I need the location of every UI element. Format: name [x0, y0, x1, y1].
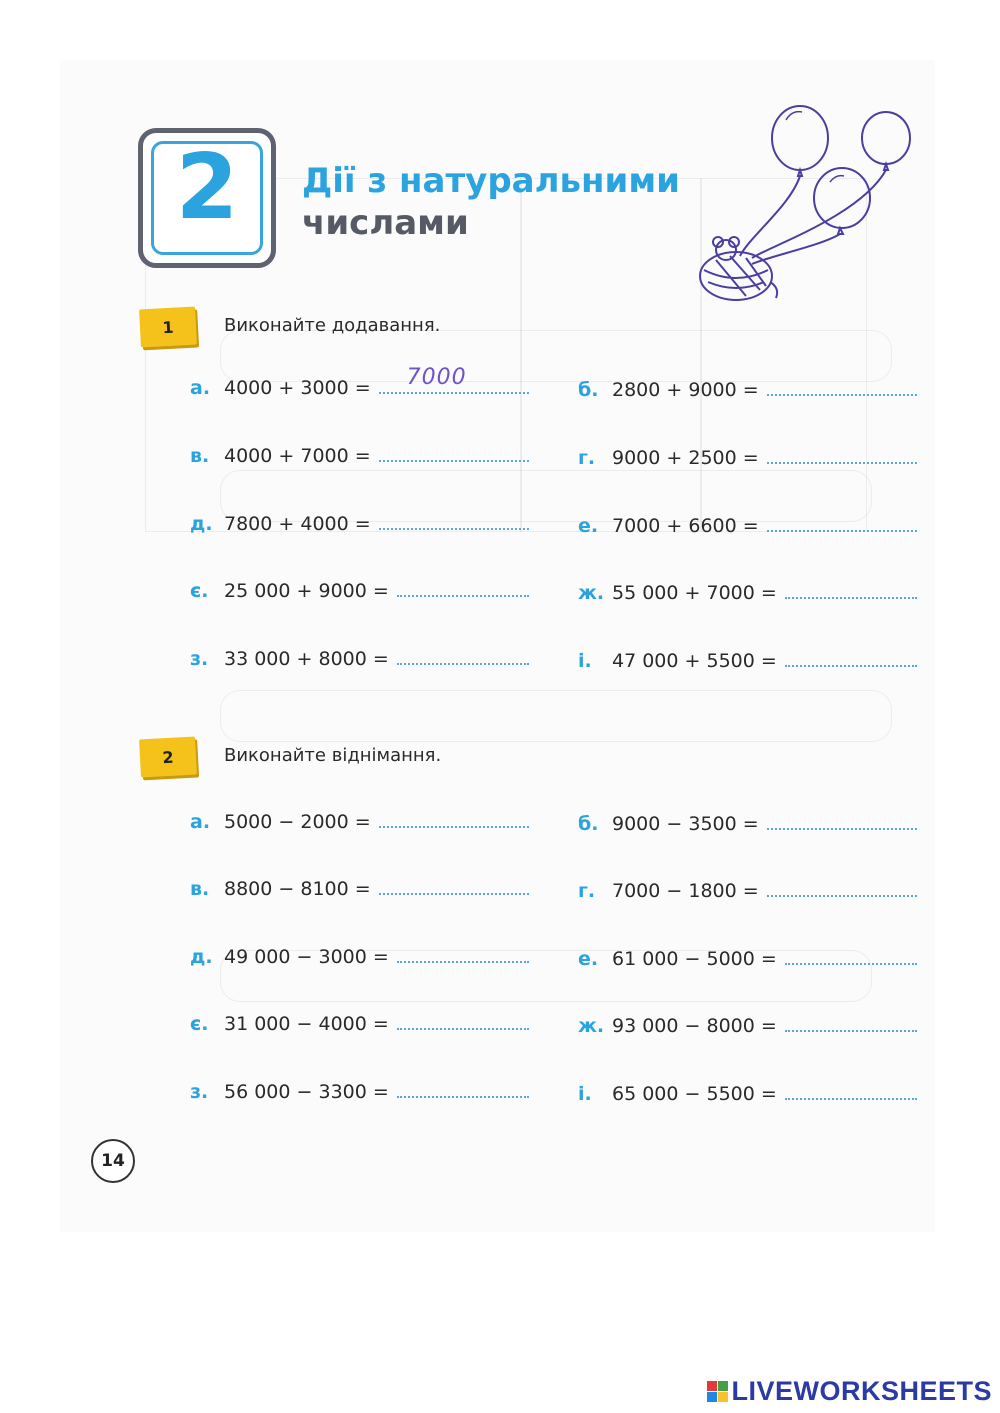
task2-item: а. 5000 − 2000 =: [190, 806, 529, 833]
answer-field[interactable]: [767, 808, 917, 830]
task2-item: і. 65 000 − 5500 =: [578, 1078, 917, 1105]
task1-item: і. 47 000 + 5500 =: [578, 645, 917, 672]
chapter-title-line1: Дії з натуральними: [302, 161, 680, 201]
task1-item: в. 4000 + 7000 =: [190, 440, 529, 467]
answer-field[interactable]: [767, 374, 917, 396]
task2-item: є. 31 000 − 4000 =: [190, 1008, 529, 1035]
task1-item: з. 33 000 + 8000 =: [190, 643, 529, 670]
balloons-basket-illustration: [690, 96, 920, 306]
answer-field[interactable]: [397, 1008, 529, 1030]
answer-field[interactable]: [785, 645, 917, 667]
answer-field[interactable]: [767, 510, 917, 532]
task1-item: а. 4000 + 3000 = 7000: [190, 372, 529, 399]
answer-field[interactable]: [379, 806, 529, 828]
task2-item: г. 7000 − 1800 =: [578, 875, 917, 902]
answer-value: 7000: [406, 365, 467, 390]
chapter-title: [302, 160, 680, 244]
task1-item: е. 7000 + 6600 =: [578, 510, 917, 537]
task-1-badge: [139, 307, 197, 348]
task2-item: е. 61 000 − 5000 =: [578, 943, 917, 970]
answer-field[interactable]: [397, 941, 529, 963]
task2-item: ж. 93 000 − 8000 =: [578, 1010, 917, 1037]
answer-field[interactable]: [397, 643, 529, 665]
task-1-title: Виконайте додавання.: [224, 315, 441, 336]
liveworksheets-logo: [707, 1376, 992, 1407]
task1-item: д. 7800 + 4000 =: [190, 508, 529, 535]
task1-item: є. 25 000 + 9000 =: [190, 575, 529, 602]
liveworksheets-wordmark: LIVEWORKSHEETS: [731, 1376, 992, 1406]
answer-field[interactable]: [767, 875, 917, 897]
answer-field[interactable]: [397, 1076, 529, 1098]
task-1-number: 1: [161, 317, 175, 337]
page-number: 14: [91, 1139, 135, 1183]
task1-item: ж. 55 000 + 7000 =: [578, 577, 917, 604]
answer-field[interactable]: [379, 365, 529, 394]
answer-field[interactable]: [397, 575, 529, 597]
answer-field[interactable]: [785, 1010, 917, 1032]
answer-field[interactable]: [785, 577, 917, 599]
liveworksheets-logo-icon: [707, 1381, 728, 1402]
task2-item: в. 8800 − 8100 =: [190, 873, 529, 900]
chapter-number-box: [138, 128, 276, 268]
task1-item: г. 9000 + 2500 =: [578, 442, 917, 469]
task-2-title: Виконайте віднімання.: [224, 745, 442, 766]
answer-field[interactable]: [767, 442, 917, 464]
chapter-title-line2: числами: [302, 203, 469, 243]
answer-field[interactable]: [785, 943, 917, 965]
task2-item: б. 9000 − 3500 =: [578, 808, 917, 835]
task-2-badge: [139, 737, 197, 778]
answer-field[interactable]: [379, 440, 529, 462]
answer-field[interactable]: [379, 508, 529, 530]
chapter-number: 2: [175, 135, 239, 240]
answer-field[interactable]: [379, 873, 529, 895]
task-2-number: 2: [161, 747, 175, 767]
task2-item: д. 49 000 − 3000 =: [190, 941, 529, 968]
answer-field[interactable]: [785, 1078, 917, 1100]
task1-item: б. 2800 + 9000 =: [578, 374, 917, 401]
task2-item: з. 56 000 − 3300 =: [190, 1076, 529, 1103]
